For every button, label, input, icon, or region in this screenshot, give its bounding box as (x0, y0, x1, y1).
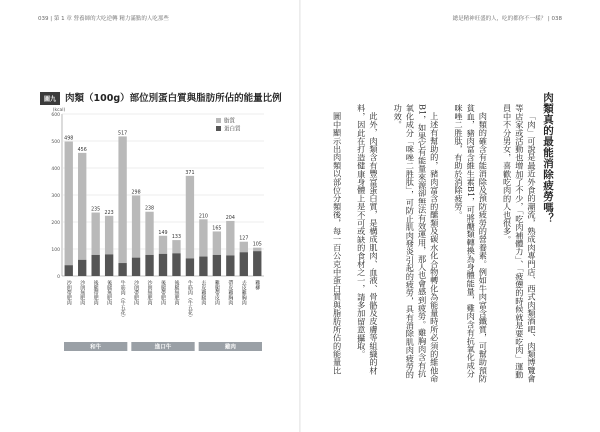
bar-protein (253, 251, 261, 276)
data-label: 498 (64, 136, 74, 142)
data-label: 165 (212, 226, 222, 232)
bar-fat (105, 216, 113, 255)
y-tick-label: 500 (51, 140, 60, 145)
y-tick-label: 0 (57, 275, 60, 280)
y-tick-label: 100 (51, 248, 60, 253)
x-tick-label: 沙朗無肥肉 (79, 280, 86, 305)
x-tick-label: 沙朗帶肥肉 (65, 280, 72, 305)
data-label: 133 (171, 235, 182, 241)
paragraph: 圖中顯示出肉類以部位分類後，每一百公克中蛋白質與脂肪所佔的能量比 (332, 112, 343, 375)
data-label: 210 (198, 214, 208, 220)
bar-fat (240, 242, 248, 253)
bar-protein (145, 255, 153, 276)
paragraph: 上述有幫助的，豬肉富含的醣類及碳水化合物轉化為能量時所必須的維他命B1，如果它有能量來源卻無法有效運用，那人也會感到疲勞。雞胸肉含有抗氧化成分「咪唑二胜肽」，可防止肌肉發炎引起的疲勞，具有消除肌肉疲勞的功效。 (393, 104, 440, 383)
legend-label-fat: 脂質 (224, 118, 236, 125)
bar-fat (213, 231, 221, 254)
x-tick-label: 去皮雞胸肉 (240, 280, 247, 305)
data-label: 456 (77, 147, 87, 153)
page-spine (299, 0, 301, 432)
x-tick-label: 雞腿帶皮肉 (213, 280, 220, 305)
bar-fat (91, 213, 99, 255)
energy-ratio-chart (38, 104, 268, 359)
x-tick-label: 後腿帶肥肉 (92, 280, 99, 305)
bar-fat (145, 212, 153, 255)
bar-protein (172, 253, 180, 276)
bar-fat (253, 248, 261, 252)
data-label: 204 (225, 215, 235, 221)
running-header-left: 039 | 第 1 章 營養師的大吃逆轉 精力滿點的人吃那些 (38, 16, 169, 22)
article-body (319, 104, 538, 384)
bar-protein (186, 258, 194, 276)
data-label: 517 (118, 131, 128, 137)
bar-fat (159, 236, 167, 254)
data-label: 105 (252, 242, 262, 248)
bar-fat (132, 196, 140, 258)
x-tick-label: 牛筋肉（牛五花） (186, 280, 193, 320)
bar-fat (199, 219, 207, 256)
paragraph: 肉類的確含有能消除及預防疲勞的營養素。例如牛肉富含鐵質，可幫助預防貧血，豬肉富含維生素B1，可將醣類轉換為身體能量，雞肉含有抗氧化成分咪唑二胜肽，有助於消除疲勞。 (453, 104, 489, 383)
bar-protein (213, 255, 221, 276)
data-label: 371 (185, 170, 195, 176)
bar-protein (199, 257, 207, 276)
y-axis-label: (kcal) (52, 108, 66, 113)
figure-tag: 圖九 (40, 92, 60, 105)
bar-fat (118, 136, 126, 263)
x-tick-label: 沙朗帶肥肉 (133, 280, 140, 305)
legend-swatch-protein (216, 126, 221, 131)
x-tick-label: 帶皮雞胸肉 (227, 280, 234, 305)
group-label: 雞肉 (224, 344, 236, 351)
bar-fat (186, 176, 194, 259)
x-tick-label: 牛筋肉（牛五花） (119, 280, 126, 320)
data-label: 149 (158, 230, 168, 236)
bar-protein (78, 260, 86, 276)
y-tick-label: 600 (51, 113, 60, 118)
y-tick-label: 200 (51, 221, 60, 226)
data-label: 127 (239, 236, 249, 242)
bar-protein (159, 254, 167, 276)
data-label: 235 (91, 207, 101, 213)
legend-swatch-fat (216, 118, 221, 123)
x-tick-label: 後腿無肥肉 (173, 280, 180, 305)
bar-fat (172, 240, 180, 253)
bar-protein (240, 252, 248, 276)
bar-protein (226, 255, 234, 276)
paragraph: 此外，肉類含有豐富蛋白質，是構成肌肉、血液、骨骼及皮膚等組織的材料，因此在打造健康身體上是不可或缺的食材之一，請多加留意攝取。 (356, 104, 379, 375)
bar-protein (65, 265, 73, 276)
x-tick-label: 雞柳 (254, 280, 261, 290)
bar-protein (118, 263, 126, 276)
x-tick-label: 後腿無肥肉 (106, 280, 113, 305)
bar-protein (91, 255, 99, 276)
x-tick-label: 後腿帶肥肉 (160, 280, 166, 305)
bar-fat (226, 221, 234, 256)
paragraph: 「肉」可說是最近外食的潮流，熟成肉專門店、西式肉類酒吧、肉類博覽會等店家或活動也增加了不少，「吃肉補體力」、「疲憊的時候就是要吃肉」運動員中不分男女，喜歡吃肉的人也很多。 (502, 104, 537, 383)
x-tick-label: 沙朗無肥肉 (146, 280, 153, 305)
section-title: 肉類真的最能消除疲勞嗎？ (542, 92, 554, 224)
data-label: 223 (104, 210, 114, 216)
data-label: 298 (131, 190, 141, 196)
y-tick-label: 300 (51, 194, 60, 199)
group-label: 進口牛 (154, 344, 172, 351)
x-tick-label: 去皮雞腿肉 (200, 280, 207, 305)
y-tick-label: 400 (51, 167, 60, 172)
figure-title: 肉類（100g）部位別蛋白質與脂肪所佔的能量比例 (65, 93, 282, 104)
running-header-right: 總是精神旺盛的人，吃的都你不一樣？ | 038 (452, 16, 562, 22)
bar-fat (65, 142, 73, 266)
bar-protein (132, 258, 140, 276)
data-label: 238 (144, 206, 155, 212)
legend-label-protein: 蛋白質 (224, 126, 241, 133)
bar-fat (78, 153, 86, 260)
group-label: 和牛 (90, 344, 102, 351)
bar-protein (105, 254, 113, 276)
